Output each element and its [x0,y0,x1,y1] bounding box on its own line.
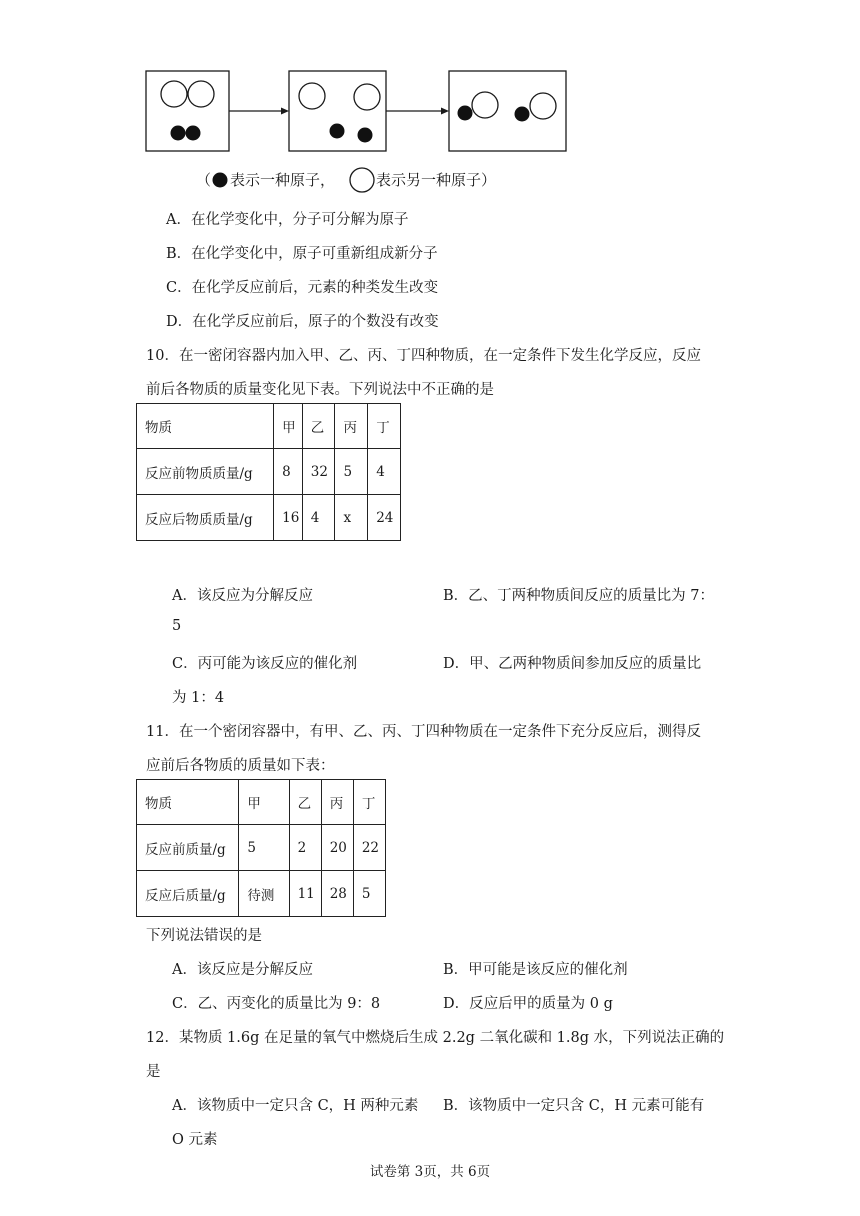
table-row [137,825,386,871]
table-cell: 5 [239,825,289,871]
q11-table [136,779,386,917]
reaction-diagram [0,0,860,200]
filled-atom [358,128,373,143]
q12-stem-line1: 12．某物质 1.6g 在足量的氧气中燃烧后生成 2.2g 二氧化碳和 1.8g 水，下列说法正确的 [146,1030,725,1046]
filled-atom [515,107,530,122]
table-cell: 11 [289,871,321,917]
diagram-box-middle [289,71,386,151]
empty-atom [188,81,214,107]
q9-option-c: C．在化学反应前后，元素的种类发生改变 [166,280,439,296]
q11-option-d: D．反应后甲的质量为 0 g [443,996,613,1012]
table-header-cell: 丙 [335,404,368,449]
table-cell: 待测 [239,871,289,917]
q9-option-a: A．在化学变化中，分子可分解为原子 [166,212,409,228]
q10-stem-line2: 前后各物质的质量变化见下表。下列说法中不正确的是 [146,382,494,398]
table-header-cell: 甲 [274,404,303,449]
q12-option-a: A．该物质中一定只含 C，H 两种元素 [172,1098,419,1114]
table-cell: 反应前物质质量/g [137,449,274,495]
table-cell: 22 [353,825,385,871]
legend-filled-atom [213,173,228,188]
table-header-row [137,780,386,825]
q10-option-c: C．丙可能为该反应的催化剂 [172,656,358,672]
empty-atom [354,84,380,110]
q11-option-c: C．乙、丙变化的质量比为 9：8 [172,996,381,1012]
filled-atom [171,126,186,141]
diagram-box-before [146,71,229,151]
table-cell: 4 [302,495,335,541]
q10-option-b-line1: B．乙、丁两种物质间反应的质量比为 7： [443,588,714,604]
empty-atom [299,83,325,109]
q12-stem-line2: 是 [146,1064,161,1080]
table-cell: 5 [335,449,368,495]
table-header-cell: 物质 [137,404,274,449]
table-cell: 16 [274,495,303,541]
q11-after-table: 下列说法错误的是 [146,928,262,944]
table-header-cell: 乙 [289,780,321,825]
table-header-cell: 丁 [368,404,401,449]
table-cell: 24 [368,495,401,541]
table-cell: x [335,495,368,541]
legend-empty-atom [350,168,374,192]
q12-option-b-line1: B．该物质中一定只含 C，H 元素可能有 [443,1098,705,1114]
legend-empty-text: 表示另一种原子） [376,171,497,189]
table-header-row [137,404,401,449]
page-footer: 试卷第 3页，共 6页 [369,1164,491,1180]
table-header-cell: 丁 [353,780,385,825]
legend-open-paren: （ [196,171,212,189]
q11-stem-line1: 11．在一个密闭容器中，有甲、乙、丙、丁四种物质在一定条件下充分反应后，测得反 [146,724,701,740]
table-cell: 4 [368,449,401,495]
empty-atom [472,92,498,118]
q9-option-b: B．在化学变化中，原子可重新组成新分子 [166,246,438,262]
table-cell: 5 [353,871,385,917]
filled-atom [186,126,201,141]
table-header-cell: 丙 [321,780,353,825]
table-header-cell: 甲 [239,780,289,825]
table-cell: 反应后质量/g [137,871,239,917]
q12-option-b-line2: O 元素 [172,1132,218,1148]
table-cell: 8 [274,449,303,495]
q11-stem-line2: 应前后各物质的质量如下表： [146,758,335,774]
table-cell: 反应后物质质量/g [137,495,274,541]
table-header-cell: 物质 [137,780,239,825]
q10-option-a: A．该反应为分解反应 [172,588,313,604]
q10-option-d-line2: 为 1：4 [172,690,225,706]
empty-atom [161,81,187,107]
table-cell: 32 [302,449,335,495]
q10-option-d-line1: D．甲、乙两种物质间参加反应的质量比 [443,656,702,672]
q9-option-d: D．在化学反应前后，原子的个数没有改变 [166,314,439,330]
q10-option-b-line2: 5 [172,618,182,634]
table-header-cell: 乙 [302,404,335,449]
table-cell: 20 [321,825,353,871]
q11-option-a: A．该反应是分解反应 [172,962,313,978]
q10-stem-line1: 10．在一密闭容器内加入甲、乙、丙、丁四种物质，在一定条件下发生化学反应，反应 [146,348,701,364]
table-cell: 2 [289,825,321,871]
table-row [137,449,401,495]
table-cell: 反应前质量/g [137,825,239,871]
filled-atom [458,106,473,121]
q10-table [136,403,401,541]
q11-option-b: B．甲可能是该反应的催化剂 [443,962,628,978]
legend-filled-text: 表示一种原子， [230,171,336,189]
empty-atom [530,93,556,119]
filled-atom [330,124,345,139]
table-row [137,495,401,541]
table-cell: 28 [321,871,353,917]
table-row [137,871,386,917]
